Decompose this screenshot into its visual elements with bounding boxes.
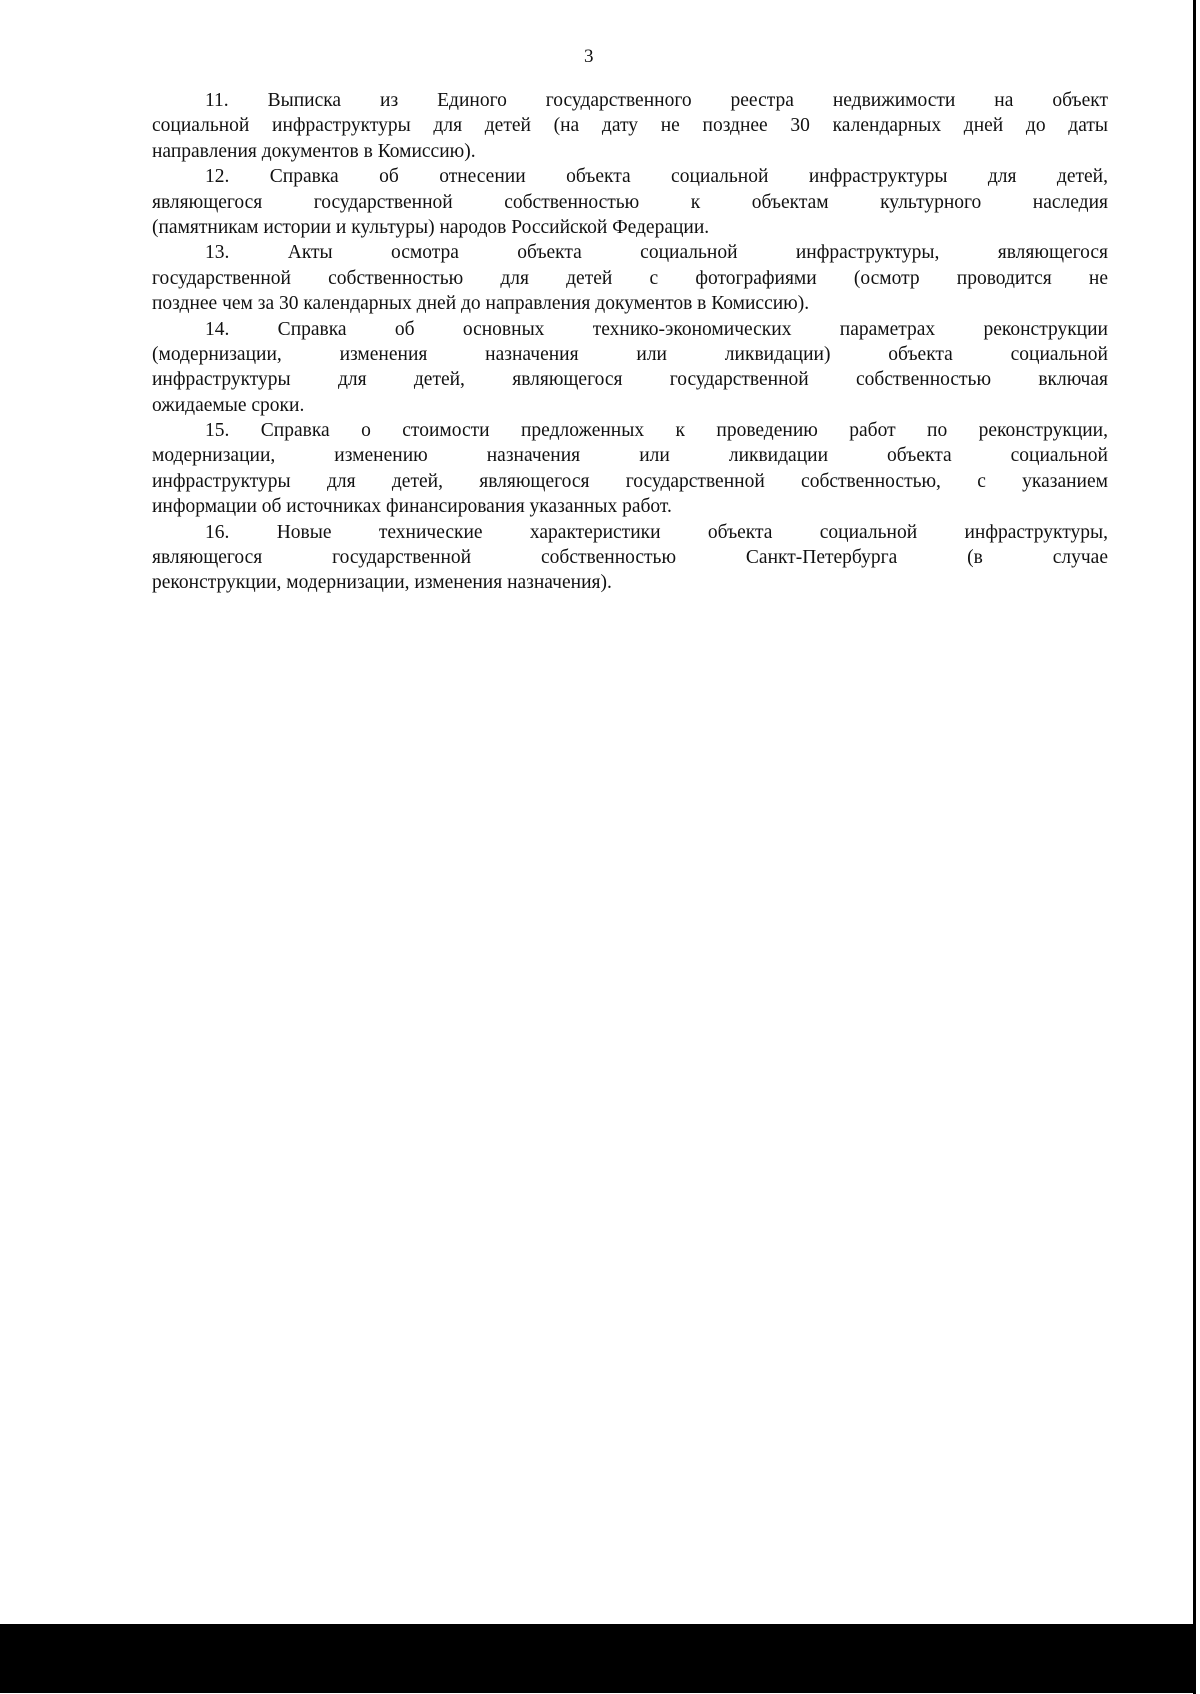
paragraph-line: позднее чем за 30 календарных дней до направления документов в Комиссию). [152, 293, 810, 315]
paragraph-item-11 [152, 88, 1108, 164]
paragraph-line: социальной инфраструктуры для детей (на дату не позднее 30 календарных дней до даты [152, 115, 1108, 137]
paragraph-item-12 [152, 164, 1108, 240]
paragraph-line: ожидаемые сроки. [152, 394, 305, 416]
paragraph-line: направления документов в Комиссию). [152, 140, 476, 162]
document-body [152, 88, 1108, 596]
paragraph-item-13 [152, 240, 1108, 316]
scan-edge-right [1193, 0, 1196, 1694]
paragraph-line: реконструкции, модернизации, изменения назначения). [152, 572, 612, 594]
scan-edge-bottom [0, 1624, 1196, 1693]
paragraph-item-15 [152, 418, 1108, 520]
paragraph-line: 12. Справка об отнесении объекта социальной инфраструктуры для детей, [205, 166, 1108, 188]
paragraph-line: 15. Справка о стоимости предложенных к проведению работ по реконструкции, [205, 420, 1108, 442]
paragraph-line: являющегося государственной собственностью к объектам культурного наследия [152, 191, 1108, 213]
paragraph-line: модернизации, изменению назначения или ликвидации объекта социальной [152, 445, 1108, 467]
paragraph-line: являющегося государственной собственностью Санкт-Петербурга (в случае [152, 547, 1108, 569]
paragraph-line: (модернизации, изменения назначения или ликвидации) объекта социальной [152, 343, 1108, 365]
paragraph-item-14 [152, 317, 1108, 419]
paragraph-line: инфраструктуры для детей, являющегося государственной собственностью включая [152, 369, 1108, 391]
paragraph-line: государственной собственностью для детей с фотографиями (осмотр проводится не [152, 267, 1108, 289]
paragraph-line: 13. Акты осмотра объекта социальной инфраструктуры, являющегося [205, 242, 1108, 264]
paragraph-item-16 [152, 520, 1108, 596]
paragraph-line: 16. Новые технические характеристики объекта социальной инфраструктуры, [205, 521, 1108, 543]
paragraph-line: инфраструктуры для детей, являющегося государственной собственностью, с указанием [152, 470, 1108, 492]
paragraph-line: 14. Справка об основных технико-экономических параметрах реконструкции [205, 318, 1108, 340]
paragraph-line: информации об источниках финансирования указанных работ. [152, 496, 672, 518]
page-number: 3 [584, 46, 594, 67]
paragraph-line: 11. Выписка из Единого государственного реестра недвижимости на объект [205, 90, 1108, 111]
paragraph-line: (памятникам истории и культуры) народов Российской Федерации. [152, 216, 710, 238]
